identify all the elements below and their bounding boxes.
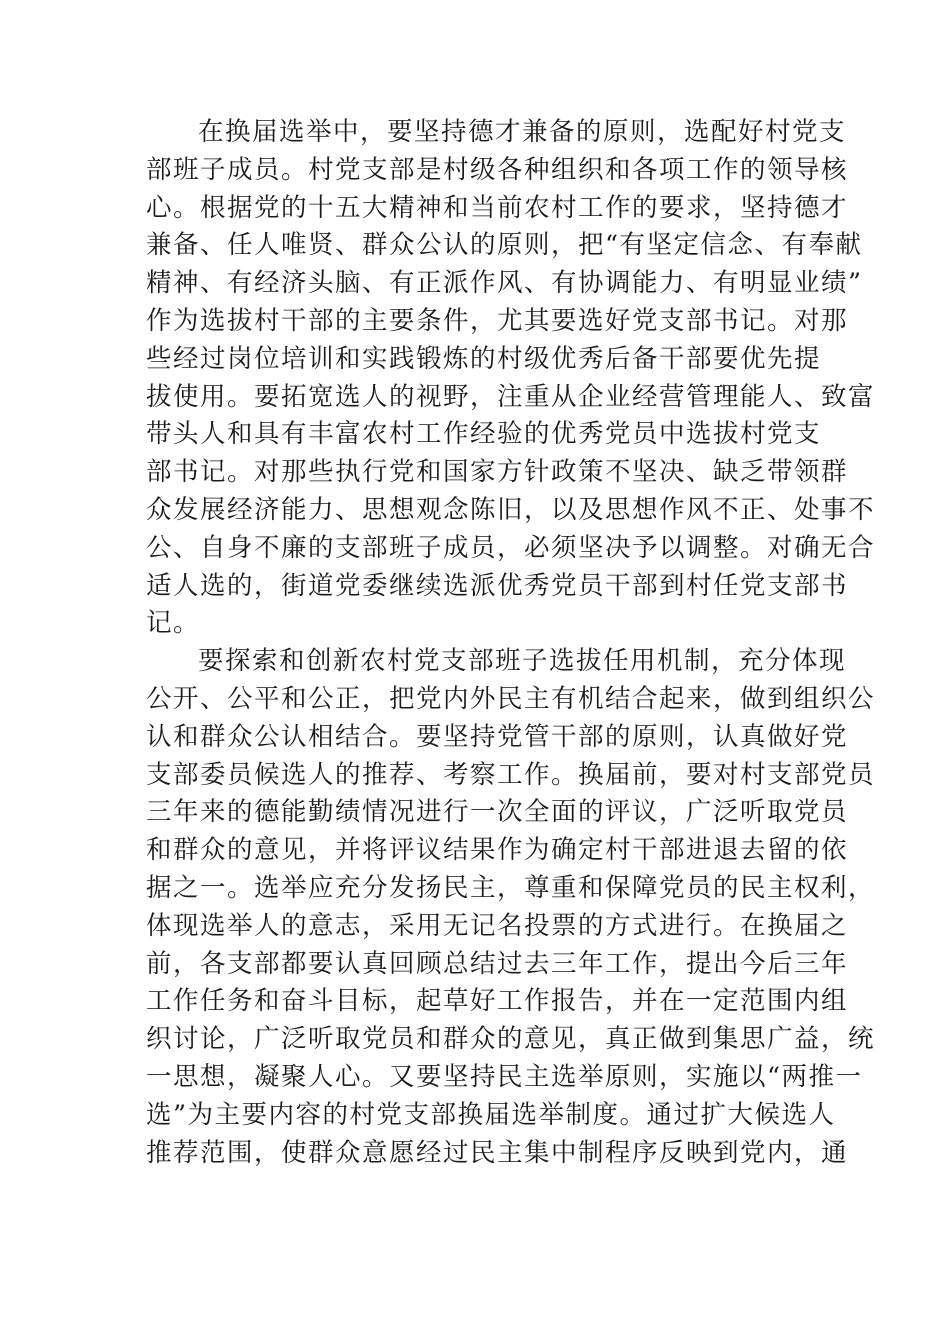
text-line: 支部委员候选人的推荐、考察工作。换届前，要对村支部党员 [146,759,876,790]
text-line: 和群众的意见，并将评议结果作为确定村干部进退去留的依 [146,835,849,866]
text-line: 三年来的德能勤绩情况进行一次全面的评议，广泛听取党员 [146,797,849,828]
text-line: 要探索和创新农村党支部班子选拔任用机制，充分体现 [198,646,847,677]
text-line: 带头人和具有丰富农村工作经验的优秀党员中选拔村党支 [146,419,822,450]
text-line: 在换届选举中，要坚持德才兼备的原则，选配好村党支 [198,117,847,147]
text-line: 众发展经济能力、思想观念陈旧，以及思想作风不正、处事不 [146,494,876,525]
text-line: 体现选举人的意志，采用无记名投票的方式进行。在换届之 [146,910,849,941]
text-line: 前，各支部都要认真回顾总结过去三年工作，提出今后三年 [146,948,849,979]
paragraph-1 [146,114,876,643]
text-line: 心。根据党的十五大精神和当前农村工作的要求，坚持德才 [146,192,849,223]
text-line: 公、自身不廉的支部班子成员，必须坚决予以调整。对确无合 [146,532,876,563]
text-line: 精神、有经济头脑、有正派作风、有协调能力、有明显业绩” [146,268,863,299]
text-line: 织讨论，广泛听取党员和群众的意见，真正做到集思广益，统 [146,1024,876,1055]
text-line: 一思想，凝聚人心。又要坚持民主选举原则，实施以“两推一 [146,1061,863,1092]
text-line: 工作任务和奋斗目标，起草好工作报告，并在一定范围内组 [146,986,849,1017]
text-line: 选”为主要内容的村党支部换届选举制度。通过扩大候选人 [146,1099,836,1130]
paragraph-2 [146,643,876,1172]
text-line: 兼备、任人唯贤、群众公认的原则，把“有坚定信念、有奉献 [146,230,863,261]
text-line: 拔使用。要拓宽选人的视野，注重从企业经营管理能人、致富 [146,381,876,412]
text-line: 作为选拔村干部的主要条件，尤其要选好党支部书记。对那 [146,305,849,336]
text-line: 认和群众公认相结合。要坚持党管干部的原则，认真做好党 [146,721,849,752]
text-line: 部书记。对那些执行党和国家方针政策不坚决、缺乏带领群 [146,457,849,488]
text-line: 些经过岗位培训和实践锻炼的村级优秀后备干部要优先提 [146,343,822,374]
text-line: 推荐范围，使群众意愿经过民主集中制程序反映到党内，通 [146,1137,849,1168]
text-line: 据之一。选举应充分发扬民主，尊重和保障党员的民主权利， [146,872,876,903]
text-line: 部班子成员。村党支部是村级各种组织和各项工作的领导核 [146,154,849,185]
text-line: 记。 [146,608,201,639]
text-line: 公开、公平和公正，把党内外民主有机结合起来，做到组织公 [146,683,876,714]
document-body [146,114,876,1172]
text-line: 适人选的，街道党委继续选派优秀党员干部到村任党支部书 [146,570,849,601]
